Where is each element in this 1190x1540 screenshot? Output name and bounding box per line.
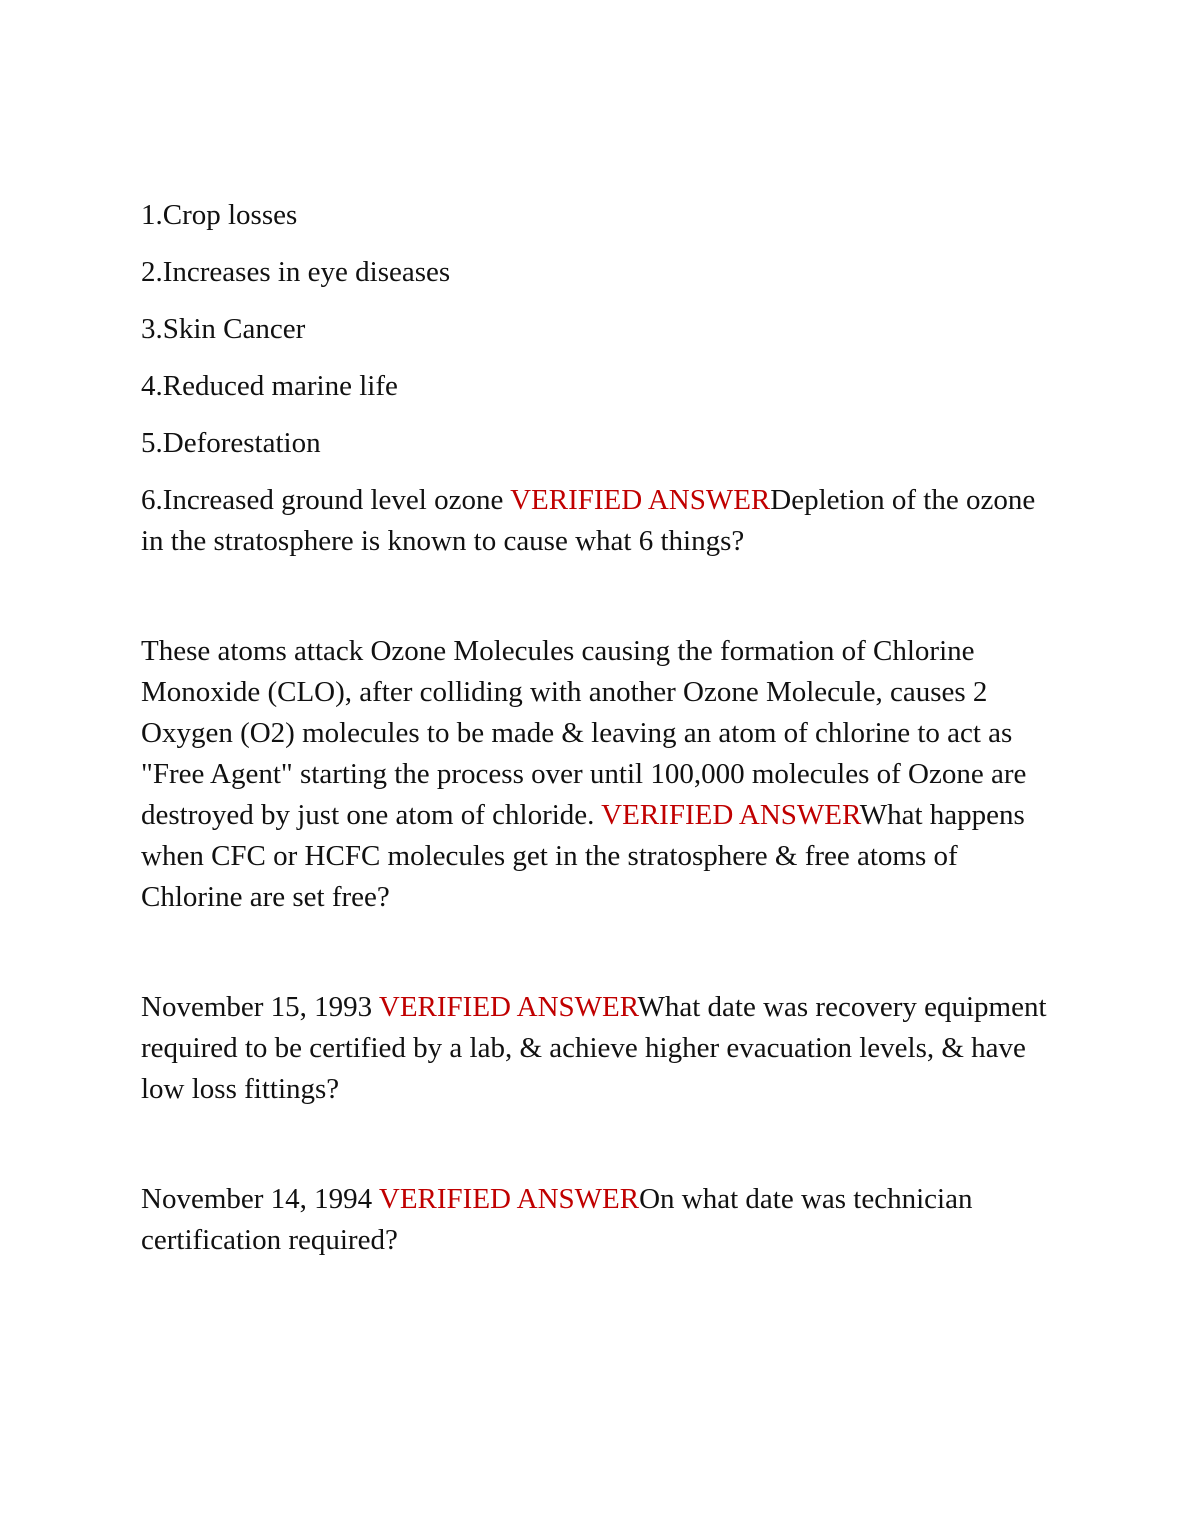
answer-text: November 14, 1994 xyxy=(141,1183,379,1215)
flashcard-text xyxy=(141,1179,1056,1261)
list-item: 6.Increased ground level ozone xyxy=(141,484,511,516)
question-text: On what date was technician certification required? xyxy=(141,1183,973,1256)
list-item: 1.Crop losses xyxy=(141,199,298,231)
flashcard-text xyxy=(141,631,1056,918)
list-item: 4.Reduced marine life xyxy=(141,370,398,402)
verified-answer-tag: VERIFIED ANSWER xyxy=(510,484,771,516)
list-item: 5.Deforestation xyxy=(141,427,321,459)
certification-card xyxy=(141,1179,1056,1261)
answer-text: November 15, 1993 xyxy=(141,991,379,1023)
answer-text: These atoms attack Ozone Molecules causing the formation of Chlorine Monoxide (CLO), after colliding with another Ozone Molecule, causes 2 Oxygen (O2) molecules to be made & leaving an atom of chlorine to act as "Free Agent" starting the process over until 100,000 molecules of Ozone are destroyed by just one atom of chloride. xyxy=(141,635,1027,831)
ozone-effects-card xyxy=(141,195,1056,562)
recovery-card xyxy=(141,987,1056,1110)
document-page xyxy=(141,195,1056,1261)
question-text: Depletion of the ozone in the stratosphere is known to cause what 6 things? xyxy=(141,484,1036,557)
question-text: What happens when CFC or HCFC molecules get in the stratosphere & free atoms of Chlorine are set free? xyxy=(141,799,1025,913)
flashcard-text xyxy=(141,987,1056,1110)
verified-answer-tag: VERIFIED ANSWER xyxy=(378,1183,640,1215)
list-item: 3.Skin Cancer xyxy=(141,313,306,345)
chlorine-card xyxy=(141,631,1056,918)
list-item: 2.Increases in eye diseases xyxy=(141,256,451,288)
verified-answer-tag: VERIFIED ANSWER xyxy=(601,799,860,831)
ozone-effects-final-line xyxy=(141,480,1056,562)
verified-answer-tag: VERIFIED ANSWER xyxy=(378,991,638,1023)
question-text: What date was recovery equipment required to be certified by a lab, & achieve higher evacuation levels, & have low loss fittings? xyxy=(141,991,1047,1105)
